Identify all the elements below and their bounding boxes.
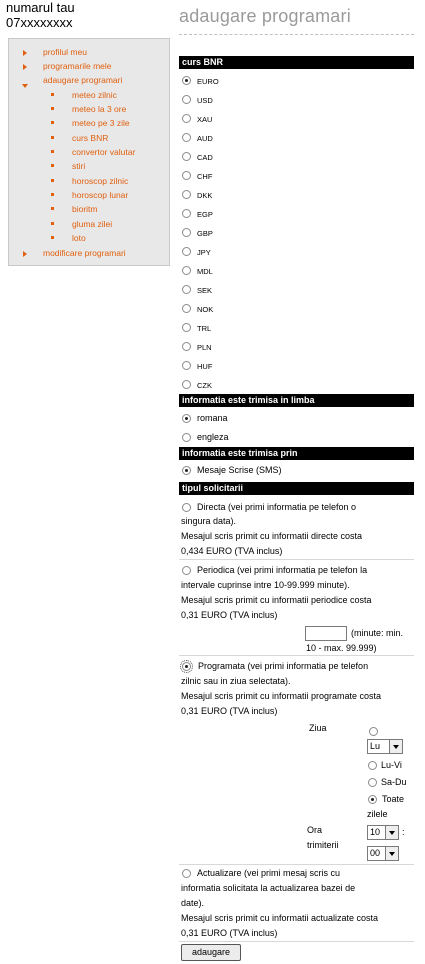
radio-request-update[interactable] — [182, 869, 191, 878]
page-title: adaugare programari — [179, 6, 351, 26]
currency-label: JPY — [197, 248, 211, 257]
bullet-icon — [51, 207, 54, 210]
day-option-luvi: Lu-Vi — [381, 760, 402, 770]
chevron-down-icon — [385, 826, 398, 839]
programmed-text: zilnic sau in ziua selectata). — [181, 676, 291, 686]
day-select-value: Lu — [370, 741, 381, 751]
radio-language-romana[interactable] — [182, 414, 191, 423]
direct-text: Directa (vei primi informatia pe telefon o — [197, 502, 357, 512]
radio-currency-euro[interactable] — [182, 76, 191, 85]
title-divider — [179, 34, 414, 35]
section-header-request-type: tipul solicitarii — [179, 482, 414, 495]
radio-day-specific[interactable] — [369, 727, 378, 736]
language-label-romana: romana — [197, 413, 228, 423]
submit-button[interactable]: adaugare — [181, 944, 241, 961]
radio-currency-pln[interactable] — [182, 342, 191, 351]
radio-day-luvi[interactable] — [368, 761, 377, 770]
bullet-icon — [51, 93, 54, 96]
currency-label: MDL — [197, 267, 213, 276]
hour-select-value: 10 — [370, 827, 381, 837]
menu-item-programarile-mele[interactable]: programarile mele — [43, 61, 112, 71]
radio-request-direct[interactable] — [182, 503, 191, 512]
radio-request-programmed[interactable] — [182, 662, 191, 671]
submenu-item-loto[interactable]: loto — [72, 233, 86, 243]
update-price-text: Mesajul scris primit cu informatii actualizate costa — [181, 913, 379, 923]
currency-label: HUF — [197, 362, 213, 371]
currency-label: EGP — [197, 210, 213, 219]
update-text: Actualizare (vei primi mesaj scris cu — [197, 868, 341, 878]
radio-currency-usd[interactable] — [182, 95, 191, 104]
radio-currency-egp[interactable] — [182, 209, 191, 218]
radio-currency-gbp[interactable] — [182, 228, 191, 237]
arrow-right-icon — [23, 251, 27, 257]
periodic-text: intervale cuprinse intre 10-99.999 minute). — [181, 580, 350, 590]
submenu-item-gluma-zilei[interactable]: gluma zilei — [72, 219, 113, 229]
currency-label: NOK — [197, 305, 214, 314]
currency-label: AUD — [197, 134, 213, 143]
update-price-value: 0,31 EURO (TVA inclus) — [181, 928, 278, 938]
minute-select-value: 00 — [370, 848, 381, 858]
bullet-icon — [51, 193, 54, 196]
day-select[interactable] — [367, 739, 403, 754]
radio-currency-xau[interactable] — [182, 114, 191, 123]
periodic-price-value: 0,31 EURO (TVA inclus) — [181, 610, 278, 620]
programmed-price-value: 0,31 EURO (TVA inclus) — [181, 706, 278, 716]
day-label: Ziua — [309, 723, 327, 733]
submenu-item-stiri[interactable]: stiri — [72, 161, 86, 171]
currency-label: CZK — [197, 381, 212, 390]
minute-select[interactable] — [367, 846, 399, 861]
time-separator: : — [402, 827, 405, 837]
arrow-right-icon — [23, 64, 27, 70]
currency-label: CAD — [197, 153, 213, 162]
radio-request-periodic[interactable] — [182, 566, 191, 575]
submenu-item-convertor-valutar[interactable]: convertor valutar — [72, 147, 136, 157]
direct-text: singura data). — [181, 516, 237, 526]
currency-label: DKK — [197, 191, 213, 200]
radio-currency-huf[interactable] — [182, 361, 191, 370]
radio-currency-trl[interactable] — [182, 323, 191, 332]
programmed-text: Programata (vei primi informatia pe telefon — [198, 661, 369, 671]
currency-label: EURO — [197, 77, 219, 86]
bullet-icon — [51, 121, 54, 124]
direct-price-text: Mesajul scris primit cu informatii directe costa — [181, 531, 363, 541]
bullet-icon — [51, 222, 54, 225]
day-option-all: zilele — [367, 809, 388, 819]
radio-currency-dkk[interactable] — [182, 190, 191, 199]
channel-label-sms: Mesaje Scrise (SMS) — [197, 465, 282, 475]
submenu-item-horoscop-zilnic[interactable]: horoscop zilnic — [72, 176, 129, 186]
radio-day-sadu[interactable] — [368, 778, 377, 787]
menu-item-modificare-programari[interactable]: modificare programari — [43, 248, 126, 258]
submenu-item-bioritm[interactable]: bioritm — [72, 204, 98, 214]
bullet-icon — [51, 107, 54, 110]
submenu-item-meteo-zilnic[interactable]: meteo zilnic — [72, 90, 117, 100]
bullet-icon — [51, 236, 54, 239]
currency-label: TRL — [197, 324, 212, 333]
chevron-down-icon — [389, 740, 402, 753]
time-label: Ora — [307, 825, 323, 835]
sidebar-menu — [8, 38, 170, 266]
hour-select[interactable] — [367, 825, 399, 840]
periodic-text: Periodica (vei primi informatia pe telefon la — [197, 565, 368, 575]
chevron-down-icon — [385, 847, 398, 860]
radio-channel-sms[interactable] — [182, 466, 191, 475]
radio-currency-nok[interactable] — [182, 304, 191, 313]
arrow-right-icon — [23, 50, 27, 56]
arrow-down-icon — [22, 84, 28, 88]
currency-label: XAU — [197, 115, 213, 124]
minutes-hint: 10 - max. 99.999) — [306, 643, 377, 653]
radio-currency-jpy[interactable] — [182, 247, 191, 256]
currency-label: PLN — [197, 343, 212, 352]
menu-item-adaugare-programari[interactable]: adaugare programari — [43, 75, 123, 85]
radio-currency-aud[interactable] — [182, 133, 191, 142]
direct-price-value: 0,434 EURO (TVA inclus) — [181, 546, 283, 556]
minutes-input[interactable] — [305, 626, 347, 641]
day-option-all: Toate — [382, 794, 405, 804]
submenu-item-meteo-3-zile[interactable]: meteo pe 3 zile — [72, 118, 130, 128]
time-label: trimiterii — [307, 840, 339, 850]
periodic-price-text: Mesajul scris primit cu informatii periodice costa — [181, 595, 372, 605]
phone-label: numarul tau — [6, 0, 75, 15]
bullet-icon — [51, 179, 54, 182]
menu-item-profilul-meu[interactable]: profilul meu — [43, 47, 87, 57]
update-text: date). — [181, 898, 205, 908]
submenu-item-horoscop-lunar[interactable]: horoscop lunar — [72, 190, 129, 200]
phone-number: 07xxxxxxxx — [6, 15, 73, 30]
bullet-icon — [51, 164, 54, 167]
currency-label: USD — [197, 96, 213, 105]
update-text: informatia solicitata la actualizarea bazei de — [181, 883, 356, 893]
section-header-language: informatia este trimisa in limba — [179, 394, 414, 407]
currency-label: GBP — [197, 229, 213, 238]
currency-label: CHF — [197, 172, 213, 181]
minutes-hint: (minute: min. — [351, 628, 404, 638]
radio-currency-sek[interactable] — [182, 285, 191, 294]
day-option-sadu: Sa-Du — [381, 777, 407, 787]
radio-day-all[interactable] — [368, 795, 377, 804]
submenu-item-meteo-3-ore[interactable]: meteo la 3 ore — [72, 104, 127, 114]
radio-language-engleza[interactable] — [182, 433, 191, 442]
radio-currency-mdl[interactable] — [182, 266, 191, 275]
bullet-icon — [51, 150, 54, 153]
programmed-price-text: Mesajul scris primit cu informatii programate costa — [181, 691, 382, 701]
radio-currency-chf[interactable] — [182, 171, 191, 180]
bullet-icon — [51, 136, 54, 139]
radio-currency-cad[interactable] — [182, 152, 191, 161]
section-header-curs-bnr: curs BNR — [179, 56, 414, 69]
submenu-item-curs-bnr[interactable]: curs BNR — [72, 133, 109, 143]
section-header-channel: informatia este trimisa prin — [179, 447, 414, 460]
currency-label: SEK — [197, 286, 213, 295]
language-label-engleza: engleza — [197, 432, 229, 442]
radio-currency-czk[interactable] — [182, 380, 191, 389]
